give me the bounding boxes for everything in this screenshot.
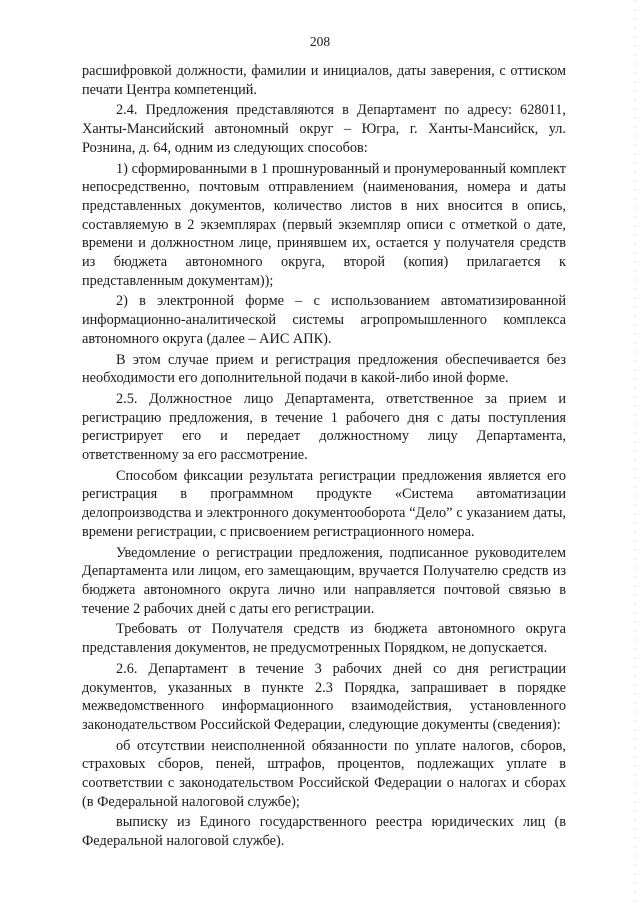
paragraph-egrul-extract: выписку из Единого государственного реестра юридических лиц (в Федеральной налоговой службе). xyxy=(82,814,566,850)
paragraph-certification-continuation: расшифровкой должности, фамилии и инициалов, даты заверения, с оттиском печати Центра компетенций. xyxy=(82,63,566,98)
paragraph-2-6-interagency-request: 2.6. Департамент в течение 3 рабочих дней со дня регистрации документов, указанных в пункте 2.3 Порядка, запрашивает в порядке межведомственного информационного взаимодействия, установленного законодательством Российской Федерации, следующие документы (сведения): xyxy=(82,660,566,733)
page-number: 208 xyxy=(309,34,331,49)
paragraph-registration-notice: Уведомление о регистрации предложения, подписанное руководителем Департамента или лицом, его замещающим, вручается Получателю средств из бюджета автономного округа лично или направляется почтовой связью в течение 2 рабочих дней с даты его регистрации. xyxy=(82,544,566,617)
paragraph-electronic-registration: В этом случае прием и регистрация предложения обеспечивается без необходимости его дополнительной подачи в какой-либо иной форме. xyxy=(82,351,566,387)
paragraph-tax-obligations: об отсутствии неисполненной обязанности по уплате налогов, сборов, страховых сборов, пеней, штрафов, процентов, подлежащих уплате в соответствии с законодательством Российской Федерации о налогах и сборах (в Федеральной налоговой службе); xyxy=(82,737,566,810)
paragraph-method-2-electronic: 2) в электронной форме – с использованием автоматизированной информационно-аналитической системы агропромышленного комплекса автономного округа (далее – АИС АПК). xyxy=(82,293,566,347)
paragraph-2-4-submission-address: 2.4. Предложения представляются в Департамент по адресу: 628011, Ханты-Мансийский автономный округ – Югра, г. Ханты-Мансийск, ул. Рознина, д. 64, одним из следующих способов: xyxy=(82,102,566,156)
document-body xyxy=(82,62,566,851)
paragraph-method-1-paper: 1) сформированными в 1 прошнурованный и пронумерованный комплект непосредственно, почтовым отправлением (наименования, номера и даты представленных документов, количество листов в них вносится в опись, составляемую в 2 экземплярах (первый экземпляр описи с отметкой о дате, времени и должностном лице, принявшем их, остается у получателя средств из бюджета автономного округа, второй (копия) прилагается к представленным документам)); xyxy=(82,160,566,289)
paragraph-registration-fixation: Способом фиксации результата регистрации предложения является его регистрация в программном продукте «Система автоматизации делопроизводства и электронного документооборота “Дело” с указанием даты, времени регистрации, с присвоением регистрационного номера. xyxy=(82,467,566,540)
paragraph-2-5-registration: 2.5. Должностное лицо Департамента, ответственное за прием и регистрацию предложения, в течение 1 рабочего дня с даты поступления регистрирует его и передает должностному лицу Департамента, ответственному за его рассмотрение. xyxy=(82,390,566,464)
scan-edge-artifact xyxy=(634,0,636,905)
paragraph-no-extra-documents: Требовать от Получателя средств из бюджета автономного округа представления документов, не предусмотренных Порядком, не допускается. xyxy=(82,621,566,657)
